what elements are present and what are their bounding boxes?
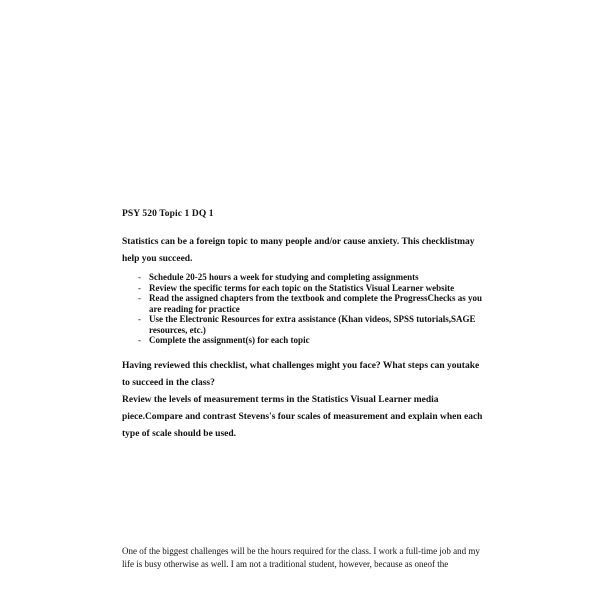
checklist-item bbox=[138, 314, 483, 335]
bullet-marker: - bbox=[138, 293, 141, 303]
checklist-item-text: Review the specific terms for each topic on the Statistics Visual Learner website bbox=[149, 282, 455, 293]
question-2: Review the levels of measurement terms in the Statistics Visual Learner media piece.Compare and contrast Stevens's four scales of measurement and explain when each type of scale should be used. bbox=[122, 395, 483, 439]
intro-paragraph: Statistics can be a foreign topic to many people and/or cause anxiety. This checklistmay help you succeed. bbox=[122, 237, 475, 264]
checklist-item-text: Complete the assignment(s) for each topic bbox=[149, 335, 310, 345]
checklist-item bbox=[138, 283, 483, 294]
document-heading: PSY 520 Topic 1 DQ 1 bbox=[122, 209, 214, 219]
checklist-item bbox=[138, 272, 483, 283]
checklist-item bbox=[138, 335, 483, 346]
bullet-marker: - bbox=[138, 282, 141, 293]
checklist-item-text: Use the Electronic Resources for extra assistance (Khan videos, SPSS tutorials,SAGE resources, etc.) bbox=[149, 314, 476, 335]
bullet-marker: - bbox=[138, 335, 141, 345]
checklist-item bbox=[138, 293, 483, 314]
answer-paragraph: One of the biggest challenges will be the hours required for the class. I work a full-time job and my life is busy otherwise as well. I am not a traditional student, however, because as oneof the bbox=[122, 546, 480, 569]
discussion-questions bbox=[122, 358, 484, 443]
bullet-marker: - bbox=[138, 314, 141, 324]
bullet-marker: - bbox=[138, 272, 141, 282]
question-1: Having reviewed this checklist, what challenges might you face? What steps can youtake to succeed in the class? bbox=[122, 361, 480, 388]
checklist bbox=[138, 272, 483, 346]
checklist-item-text: Schedule 20-25 hours a week for studying and completing assignments bbox=[149, 272, 419, 282]
checklist-item-text: Read the assigned chapters from the textbook and complete the ProgressChecks as you are reading for practice bbox=[149, 293, 482, 314]
